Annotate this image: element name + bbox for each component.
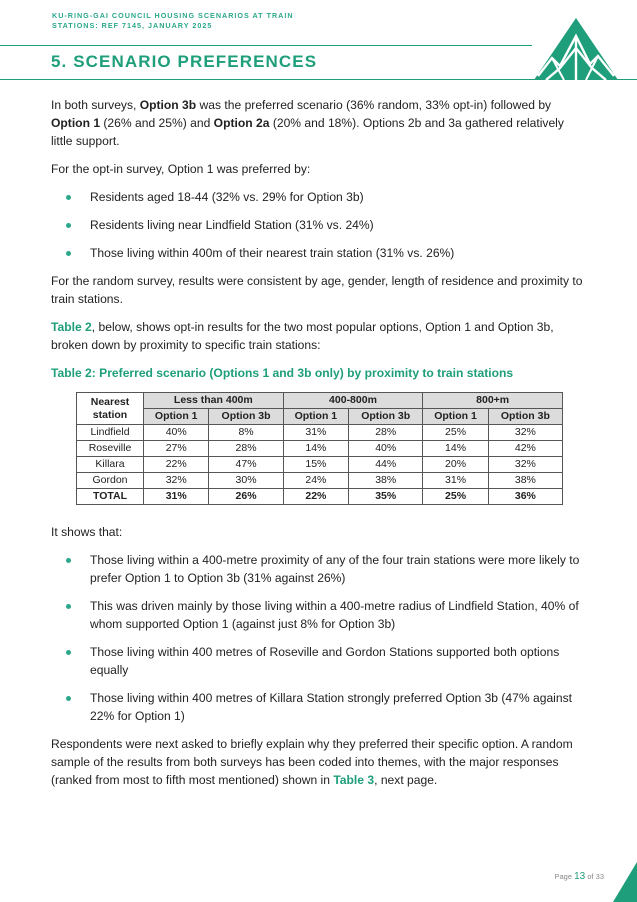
value-cell: 35% [349,489,423,505]
value-cell: 40% [144,425,209,441]
table-row [77,425,563,441]
table-reference-text: , below, shows opt-in results for the two most popular options, Option 1 and Option 3b, broken down by proximity to specific train stations: [51,320,554,352]
value-cell: 44% [349,457,423,473]
station-cell: Roseville [77,441,144,457]
station-cell: TOTAL [77,489,144,505]
intro-text-3: (26% and 25%) and [100,116,214,130]
closing-text-1: Respondents were next asked to briefly explain why they preferred their specific option. A random sample of the results from both surveys has been coded into themes, with the major responses (ranked from most to fifth most mentioned) shown in [51,737,573,787]
sub-header: Option 3b [209,409,283,425]
station-header-line-2: station [92,408,128,421]
section-title: 5. SCENARIO PREFERENCES [51,52,318,71]
table-row [77,457,563,473]
value-cell: 38% [488,473,562,489]
value-cell: 20% [423,457,488,473]
intro-paragraph [51,96,587,150]
value-cell: 8% [209,425,283,441]
table-row [77,441,563,457]
list-item: Those living within a 400-metre proximity of any of the four train stations were more likely to prefer Option 1 to Option 3b (31% against 26%) [51,551,587,587]
intro-bold-option-2a: Option 2a [213,116,270,130]
list-item: Residents living near Lindfield Station (31% vs. 24%) [51,216,587,234]
value-cell: 24% [283,473,348,489]
value-cell: 31% [283,425,348,441]
table-reference-paragraph [51,318,587,354]
list-item: Those living within 400m of their nearest train station (31% vs. 26%) [51,244,587,262]
list-item: Those living within 400 metres of Killara Station strongly preferred Option 3b (47% against 22% for Option 1) [51,689,587,725]
value-cell: 15% [283,457,348,473]
value-cell: 14% [423,441,488,457]
value-cell: 27% [144,441,209,457]
table-3-link[interactable]: Table 3 [333,773,375,787]
station-cell: Killara [77,457,144,473]
intro-bold-option-3b: Option 3b [139,98,197,112]
closing-text-2: , next page. [374,773,438,787]
group-header: 800+m [423,393,563,409]
preference-table [76,392,563,505]
value-cell: 30% [209,473,283,489]
value-cell: 38% [349,473,423,489]
sub-header: Option 1 [423,409,488,425]
page-word: Page [554,872,572,881]
station-column-header [77,393,144,425]
table-row [77,473,563,489]
value-cell: 28% [349,425,423,441]
sub-header: Option 1 [283,409,348,425]
station-header-line-1: Nearest [90,395,130,408]
header-rule [0,45,532,46]
council-logo-icon [530,18,620,80]
random-survey-paragraph: For the random survey, results were consistent by age, gender, length of residence and proximity to train stations. [51,274,583,306]
value-cell: 32% [488,425,562,441]
header-line-2: STATIONS: REF 7145, JANUARY 2025 [52,21,213,30]
corner-triangle-icon [613,862,637,902]
station-cell: Lindfield [77,425,144,441]
value-cell: 25% [423,489,488,505]
value-cell: 31% [423,473,488,489]
closing-paragraph [51,735,587,789]
value-cell: 36% [488,489,562,505]
shows-bullet-list [51,551,587,725]
page-content [51,96,587,799]
intro-text-4: (20% and 18%). Options 2b and 3a gathered relatively little support. [51,116,564,148]
value-cell: 32% [488,457,562,473]
table-total-row [77,489,563,505]
list-item: Those living within 400 metres of Roseville and Gordon Stations supported both options equally [51,643,587,679]
optin-bullet-list [51,188,587,262]
list-item: This was driven mainly by those living within a 400-metre radius of Lindfield Station, 40% of whom supported Option 1 (against just 8% for Option 3b) [51,597,587,633]
shows-lead: It shows that: [51,525,123,539]
station-cell: Gordon [77,473,144,489]
page-footer [554,871,604,882]
list-item: Residents aged 18-44 (32% vs. 29% for Option 3b) [51,188,587,206]
sub-header: Option 3b [349,409,423,425]
page-number: 13 [574,871,586,882]
page-header [52,11,294,31]
intro-text-2: was the preferred scenario (36% random, 33% opt-in) followed by [196,98,552,112]
value-cell: 26% [209,489,283,505]
value-cell: 42% [488,441,562,457]
sub-header: Option 3b [488,409,562,425]
value-cell: 22% [283,489,348,505]
group-header: 400-800m [283,393,423,409]
intro-text-1: In both surveys, [51,98,140,112]
page-total: of 33 [587,872,604,881]
value-cell: 32% [144,473,209,489]
value-cell: 14% [283,441,348,457]
intro-bold-option-1: Option 1 [51,116,101,130]
value-cell: 47% [209,457,283,473]
table-2-link[interactable]: Table 2 [51,320,92,334]
header-line-1: KU-RING-GAI COUNCIL HOUSING SCENARIOS AT TRAIN [52,11,294,20]
value-cell: 31% [144,489,209,505]
optin-lead: For the opt-in survey, Option 1 was preferred by: [51,162,311,176]
table-caption: Table 2: Preferred scenario (Options 1 and 3b only) by proximity to train stations [51,366,514,380]
value-cell: 28% [209,441,283,457]
value-cell: 25% [423,425,488,441]
value-cell: 22% [144,457,209,473]
sub-header: Option 1 [144,409,209,425]
value-cell: 40% [349,441,423,457]
group-header: Less than 400m [144,393,284,409]
